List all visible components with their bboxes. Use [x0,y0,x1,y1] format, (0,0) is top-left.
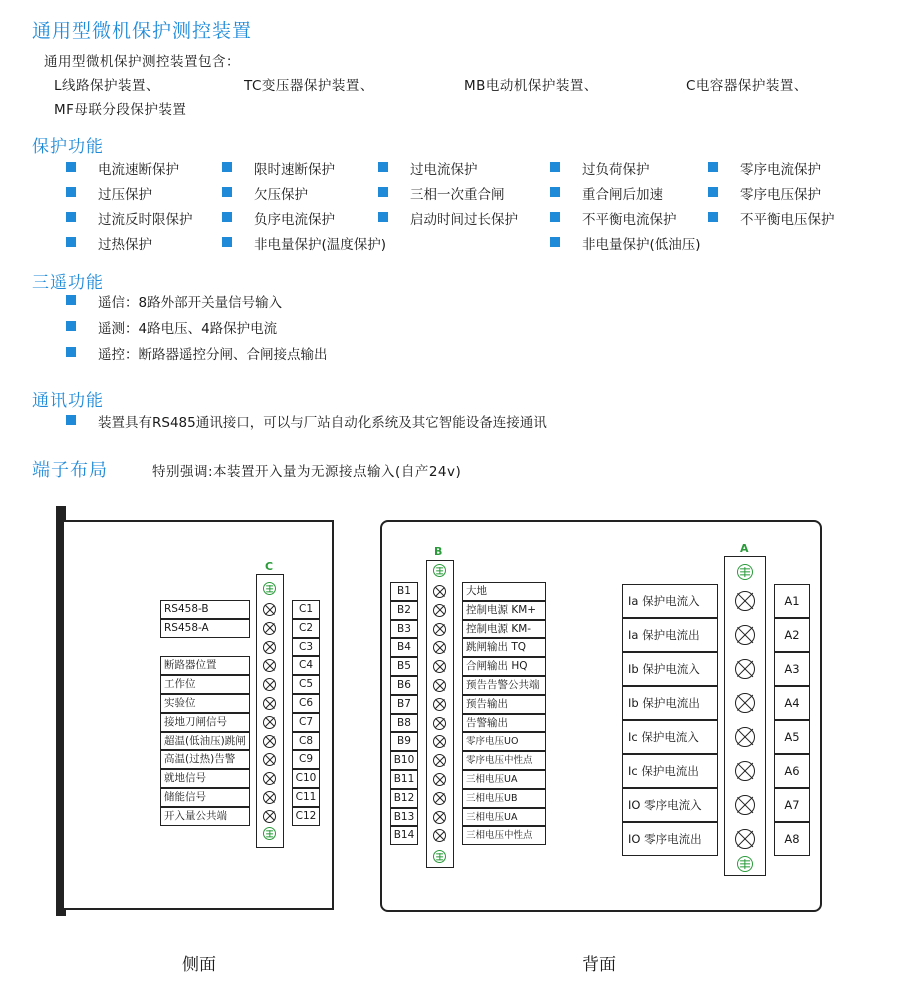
bullet-icon [66,321,76,331]
terminal-label: 预告告警公共端 [462,676,546,695]
terminal-screw-icon [263,641,276,654]
terminal-screw-icon [735,829,755,849]
terminal-label: 三相电压中性点 [462,826,546,845]
remote-item: 遥测：4路电压、4路保护电流 [98,321,278,337]
terminal-screw-icon [263,772,276,785]
terminal-code: C12 [292,807,320,826]
bullet-icon [66,415,76,425]
terminal-screw-icon [263,697,276,710]
terminal-label: 三相电压UB [462,789,546,808]
terminal-screw-icon [433,660,446,673]
protection-item: 欠压保护 [254,187,308,203]
terminal-label: 接地刀闸信号 [160,713,250,732]
terminal-code: A5 [774,720,810,754]
terminal-label: 实验位 [160,694,250,713]
bullet-icon [222,162,232,172]
ground-icon [737,564,753,580]
terminal-screw-icon [735,591,755,611]
terminal-code: A7 [774,788,810,822]
bullet-icon [708,162,718,172]
terminal-code: A6 [774,754,810,788]
protection-item: 零序电压保护 [740,187,821,203]
terminal-screw-icon [263,716,276,729]
terminal-screw-icon [735,659,755,679]
strip-b-tag: B [434,545,443,558]
terminal-screw-icon [433,754,446,767]
protection-item: 限时速断保护 [254,162,335,178]
terminal-screw-icon [433,585,446,598]
terminal-label: 开入量公共端 [160,807,250,826]
bullet-icon [708,212,718,222]
protection-item: 过压保护 [98,187,152,203]
protection-item: 启动时间过长保护 [410,212,518,228]
terminal-screw-icon [433,792,446,805]
terminal-code: B1 [390,582,418,601]
terminal-label: 超温(低油压)跳闸 [160,732,250,751]
terminal-code: A8 [774,822,810,856]
terminal-code: C9 [292,750,320,769]
terminal-label: Ic 保护电流入 [622,720,718,754]
protection-item: 非电量保护(温度保护) [254,237,387,253]
page-title: 通用型微机保护测控装置 [32,20,253,42]
protection-item: 过电流保护 [410,162,478,178]
terminal-screw-icon [433,773,446,786]
terminal-screw-icon [433,623,446,636]
terminal-code: B12 [390,789,418,808]
terminal-screw-icon [433,811,446,824]
protection-item: 电流速断保护 [98,162,179,178]
terminal-screw-icon [433,717,446,730]
terminal-code: A3 [774,652,810,686]
protection-item: 过流反时限保护 [98,212,193,228]
terminal-screw-icon [433,829,446,842]
terminal-code: C2 [292,619,320,638]
terminal-code: A4 [774,686,810,720]
terminal-screw-icon [735,625,755,645]
terminal-screw-icon [263,659,276,672]
strip-c-tag: C [265,560,274,573]
terminal-label: Ia 保护电流入 [622,584,718,618]
type-mb: MB电动机保护装置、 [464,78,598,94]
terminal-code: B5 [390,657,418,676]
terminal-code: A1 [774,584,810,618]
terminal-label: 高温(过热)告警 [160,750,250,769]
terminal-screw-icon [263,791,276,804]
ground-icon [737,856,753,872]
type-tc: TC变压器保护装置、 [244,78,374,94]
bullet-icon [66,237,76,247]
terminal-label: 告警输出 [462,714,546,733]
terminal-label: 控制电源 KM- [462,620,546,639]
terminal-screw-icon [433,641,446,654]
terminal-label: 储能信号 [160,788,250,807]
bullet-icon [378,212,388,222]
protection-heading: 保护功能 [32,137,104,157]
terminal-label: 大地 [462,582,546,601]
terminal-heading: 端子布局 [32,460,108,481]
bullet-icon [708,187,718,197]
terminal-label: RS458-A [160,619,250,638]
terminal-screw-icon [735,693,755,713]
terminal-label: IO 零序电流出 [622,822,718,856]
terminal-label: 零序电压UO [462,732,546,751]
terminal-label: Ib 保护电流出 [622,686,718,720]
remote-item: 遥信：8路外部开关量信号输入 [98,295,283,311]
terminal-note: 特别强调:本装置开入量为无源接点输入(自产24v) [152,464,462,480]
terminal-label: 预告输出 [462,695,546,714]
terminal-screw-icon [433,698,446,711]
terminal-screw-icon [433,679,446,692]
terminal-code: C6 [292,694,320,713]
bullet-icon [378,187,388,197]
ground-icon [263,827,276,840]
protection-item: 三相一次重合闸 [410,187,505,203]
terminal-code: B8 [390,714,418,733]
protection-item: 过热保护 [98,237,152,253]
bullet-icon [550,162,560,172]
side-caption: 侧面 [182,955,216,975]
terminal-code: C5 [292,675,320,694]
terminal-screw-icon [263,678,276,691]
terminal-screw-icon [735,761,755,781]
protection-item: 零序电流保护 [740,162,821,178]
type-mf: MF母联分段保护装置 [54,102,187,118]
terminal-code: B13 [390,808,418,827]
terminal-screw-icon [263,622,276,635]
strip-a-tag: A [740,542,749,555]
bullet-icon [222,212,232,222]
bullet-icon [66,212,76,222]
terminal-code: A2 [774,618,810,652]
bullet-icon [550,212,560,222]
terminal-screw-icon [433,604,446,617]
comm-heading: 通讯功能 [32,391,104,411]
terminal-code: B2 [390,601,418,620]
terminal-code: B3 [390,620,418,639]
terminal-code: B9 [390,732,418,751]
terminal-code: B7 [390,695,418,714]
back-caption: 背面 [582,955,616,975]
terminal-label: 零序电压中性点 [462,751,546,770]
terminal-label: 合闸输出 HQ [462,657,546,676]
protection-item: 负序电流保护 [254,212,335,228]
terminal-label: Ia 保护电流出 [622,618,718,652]
terminal-code: B11 [390,770,418,789]
terminal-code: B10 [390,751,418,770]
bullet-icon [66,162,76,172]
terminal-label: IO 零序电流入 [622,788,718,822]
terminal-code: B6 [390,676,418,695]
terminal-code: B14 [390,826,418,845]
terminal-label: Ib 保护电流入 [622,652,718,686]
terminal-label: 跳闸输出 TQ [462,638,546,657]
bullet-icon [550,187,560,197]
type-c: C电容器保护装置、 [686,78,808,94]
terminal-screw-icon [263,603,276,616]
terminal-code: C4 [292,656,320,675]
terminal-label: 三相电压UA [462,770,546,789]
terminal-code: B4 [390,638,418,657]
remote-item: 遥控：断路器遥控分闸、合闸接点输出 [98,347,328,363]
bullet-icon [378,162,388,172]
terminal-code: C3 [292,638,320,657]
comm-item: 装置具有RS485通讯接口，可以与厂站自动化系统及其它智能设备连接通讯 [98,415,547,431]
terminal-label: 断路器位置 [160,656,250,675]
type-l: L线路保护装置、 [54,78,161,94]
terminal-code: C11 [292,788,320,807]
bullet-icon [66,295,76,305]
terminal-screw-icon [433,735,446,748]
terminal-screw-icon [263,735,276,748]
terminal-code: C10 [292,769,320,788]
terminal-code: C7 [292,713,320,732]
bullet-icon [66,347,76,357]
terminal-label: Ic 保护电流出 [622,754,718,788]
terminal-code: C1 [292,600,320,619]
bullet-icon [222,237,232,247]
terminal-screw-icon [263,753,276,766]
ground-icon [263,582,276,595]
protection-item: 不平衡电流保护 [582,212,677,228]
protection-item: 非电量保护(低油压) [582,237,701,253]
ground-icon [433,564,446,577]
bullet-icon [222,187,232,197]
protection-item: 不平衡电压保护 [740,212,835,228]
terminal-screw-icon [735,795,755,815]
terminal-label: RS458-B [160,600,250,619]
protection-item: 重合闸后加速 [582,187,663,203]
terminal-label: 控制电源 KM+ [462,601,546,620]
terminal-screw-icon [263,810,276,823]
bullet-icon [66,187,76,197]
terminal-screw-icon [735,727,755,747]
terminal-code: C8 [292,732,320,751]
ground-icon [433,850,446,863]
protection-item: 过负荷保护 [582,162,650,178]
terminal-label: 就地信号 [160,769,250,788]
intro-lead: 通用型微机保护测控装置包含： [44,54,240,70]
terminal-label: 三相电压UA [462,808,546,827]
bullet-icon [550,237,560,247]
remote-heading: 三遥功能 [32,273,104,293]
terminal-label: 工作位 [160,675,250,694]
